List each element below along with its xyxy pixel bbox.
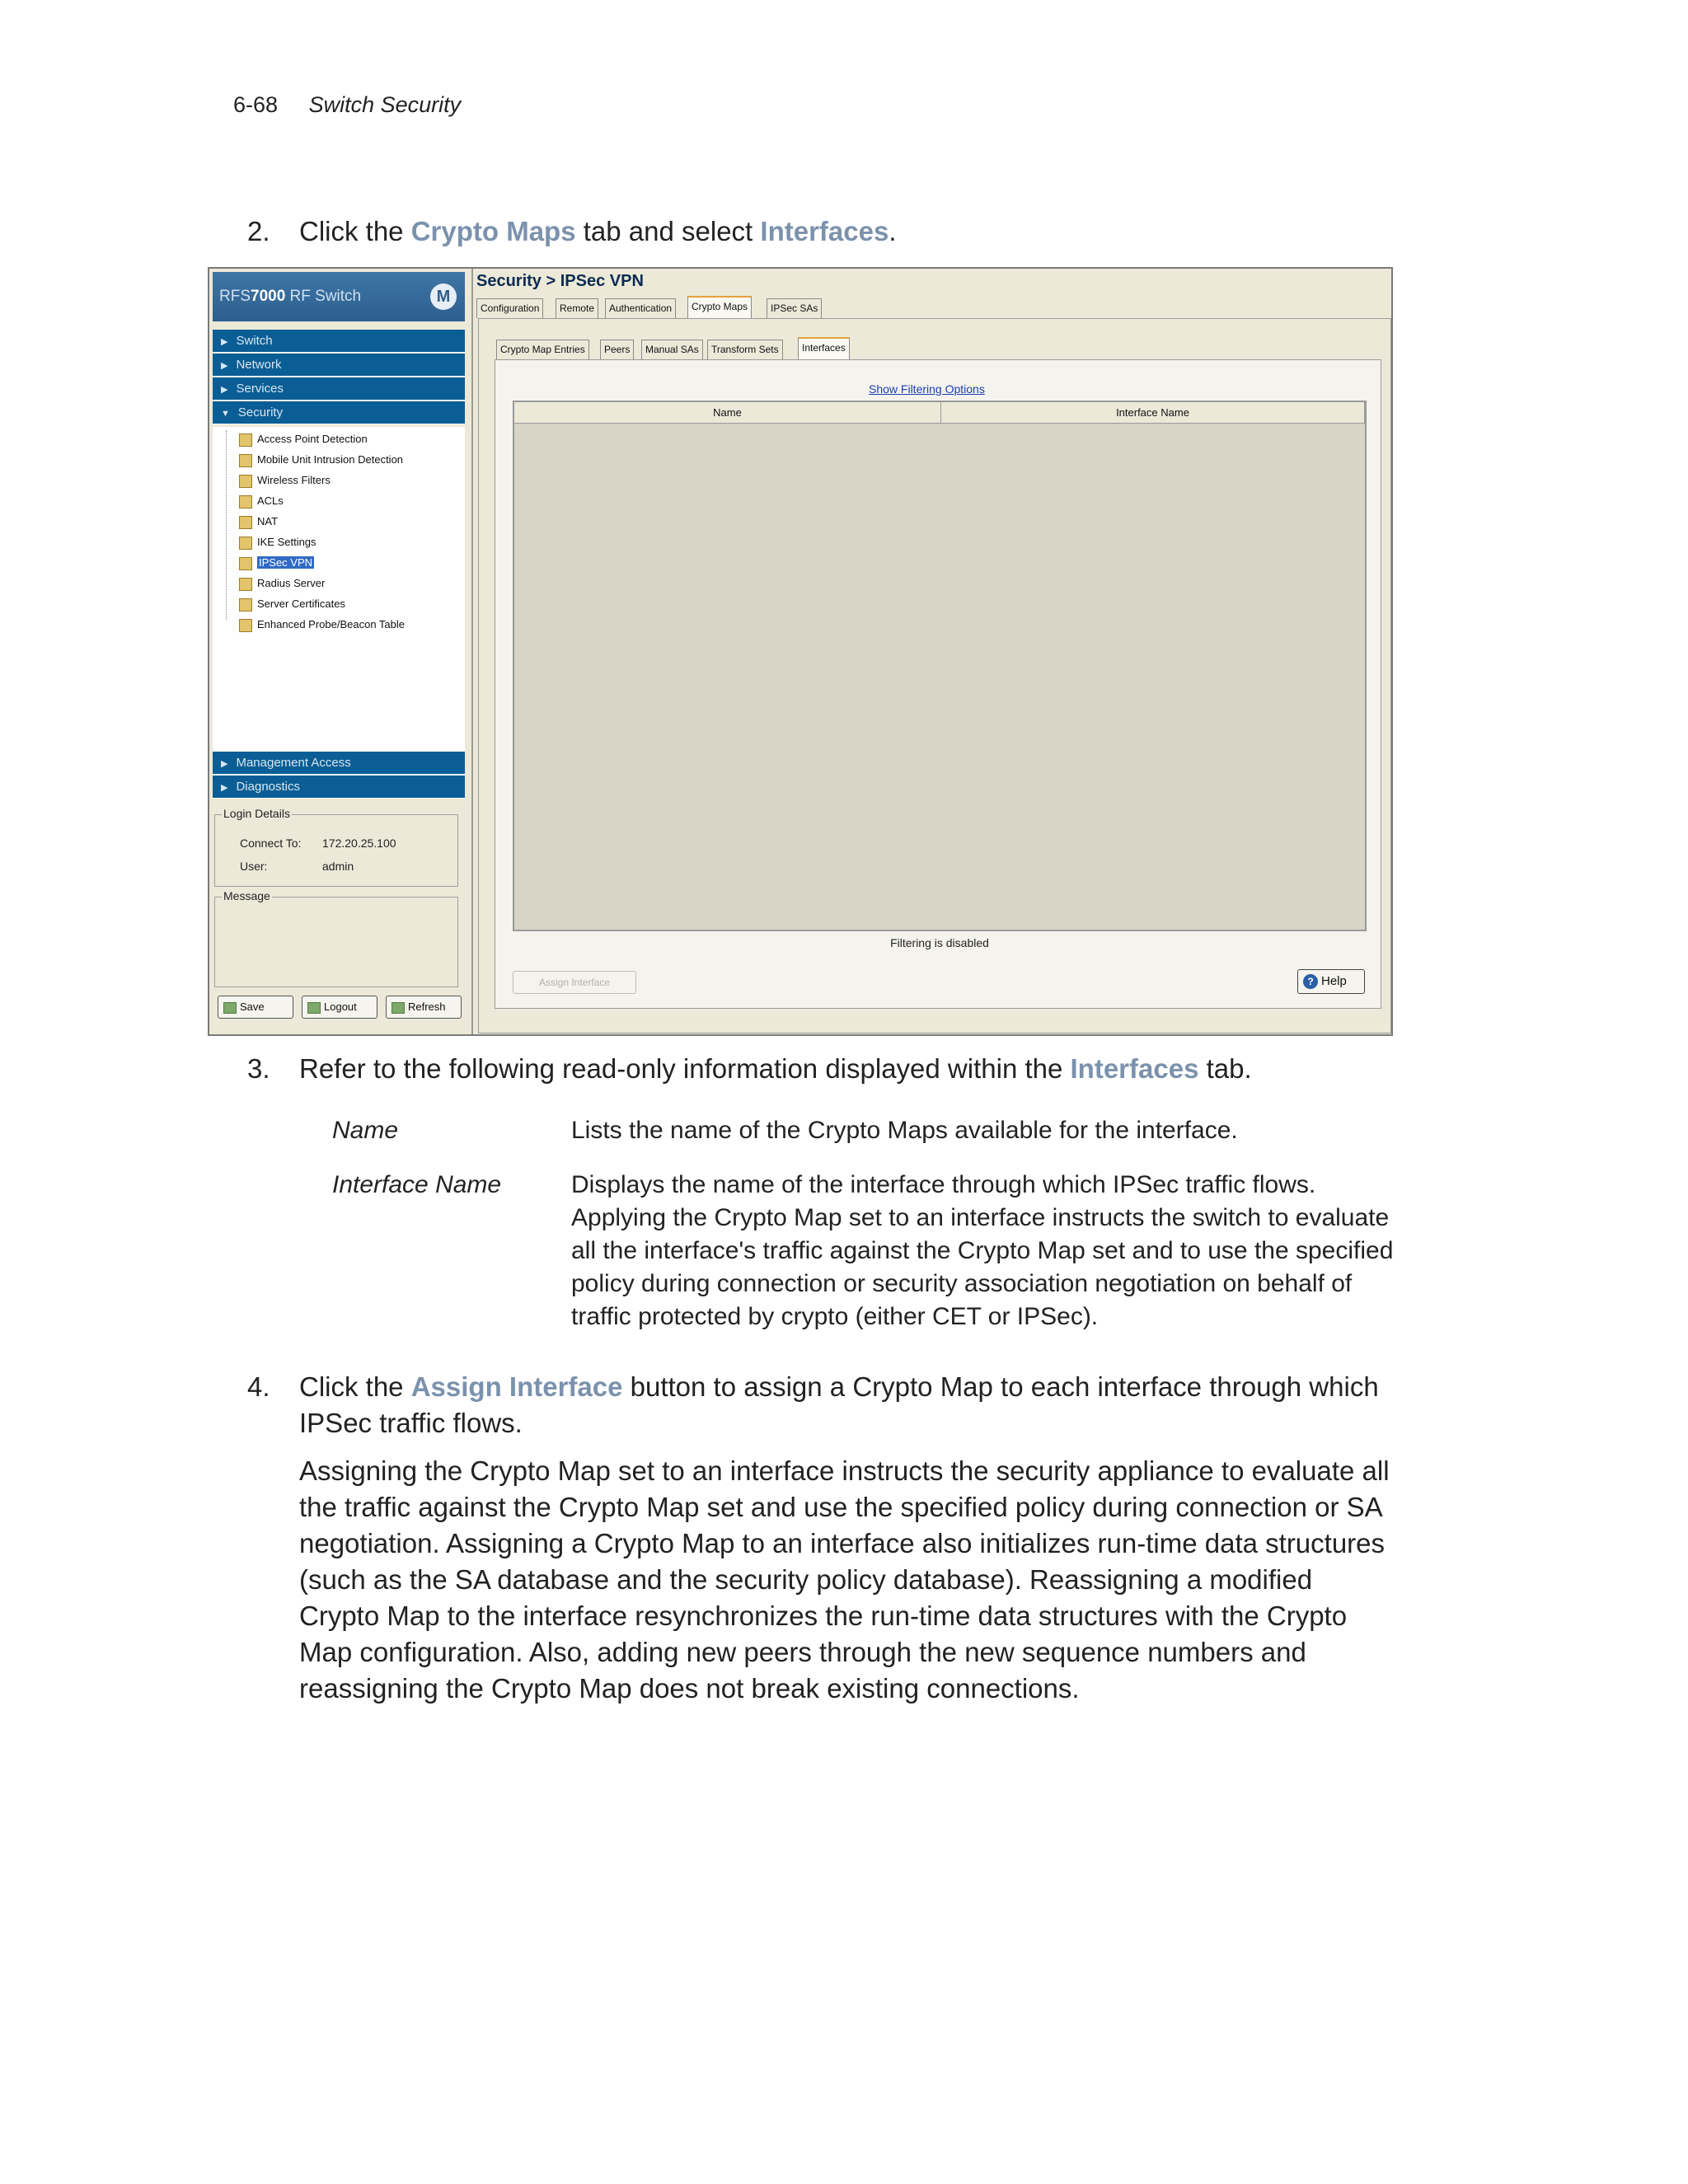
highlight-assign-interface: Assign Interface [410,1371,623,1402]
sub-tabs [496,340,1238,359]
definition-term: Name [332,1117,399,1144]
message-legend: Message [223,889,270,902]
definition-description: Displays the name of the interface through which IPSec traffic flows. Applying the Crypto Map set to an interface instructs the switch to evaluate all the interface's traffic against the Crypto Map set and to use the specified policy during connection or security association negotiation on behalf of traffic protected by crypto (either CET or IPSec). [571,1171,1394,1330]
security-tree [213,427,465,781]
tree-item-wireless-filters[interactable]: Wireless Filters [239,471,331,490]
tab-crypto-maps[interactable]: Crypto Maps [687,296,752,318]
section-title: Switch Security [308,92,462,117]
connect-to-row: Connect To: 172.20.25.100 [240,837,396,850]
caret-right-icon: ▶ [221,783,228,793]
page-number: 6-68 [233,92,279,117]
step-text: Click the [299,1371,411,1402]
highlight-interfaces: Interfaces [760,216,889,246]
beacon-icon [239,619,252,632]
filter-status: Filtering is disabled [890,936,989,949]
brand-model: 7000 [251,288,286,305]
certificate-icon [239,598,252,612]
user-row: User: admin [240,860,354,873]
help-button[interactable]: ? Help [1297,969,1365,994]
tree-item-nat[interactable]: NAT [239,513,278,531]
help-icon: ? [1303,974,1318,989]
user-value: admin [322,860,354,873]
nav-label: Security [237,405,284,419]
tree-item-access-point-detection[interactable]: Access Point Detection [239,430,368,448]
interfaces-table [513,401,1367,931]
highlight-interfaces: Interfaces [1070,1053,1199,1084]
subtab-crypto-map-entries[interactable]: Crypto Map Entries [496,340,589,359]
step-text: tab and select [575,216,761,246]
connect-to-value: 172.20.25.100 [322,837,396,850]
login-details-group [214,807,458,887]
step-text: Refer to the following read-only information displayed within the [299,1053,1071,1084]
nav-network[interactable] [213,354,465,377]
tree-connector [226,430,227,620]
nav-label: Diagnostics [236,780,301,794]
filter-icon [239,475,252,488]
nav-switch[interactable] [213,330,465,353]
nav-management-access[interactable] [213,752,465,775]
logout-button[interactable]: Logout [302,996,377,1019]
brand-bar [213,272,465,321]
tree-item-ike-settings[interactable]: IKE Settings [239,533,316,551]
acl-icon [239,495,252,509]
caret-right-icon: ▶ [221,385,228,395]
lock-icon [239,537,252,550]
save-button[interactable]: Save [218,996,293,1019]
main-tabs [476,298,1383,318]
assign-interface-button[interactable]: Assign Interface [513,971,636,994]
definition-term: Interface Name [332,1171,502,1198]
tree-item-server-certificates[interactable]: Server Certificates [239,595,345,613]
subtab-transform-sets[interactable]: Transform Sets [707,340,783,359]
refresh-icon [392,1002,405,1014]
refresh-button[interactable]: Refresh [386,996,462,1019]
nav-security[interactable] [213,401,465,424]
highlight-crypto-maps: Crypto Maps [410,216,576,246]
step-text: tab. [1198,1053,1252,1084]
caret-down-icon: ▼ [221,409,230,419]
show-filtering-options-link[interactable]: Show Filtering Options [869,382,985,396]
page-title: Security > IPSec VPN [476,272,644,290]
tab-ipsec-sas[interactable]: IPSec SAs [767,298,822,318]
tab-configuration[interactable]: Configuration [476,298,543,318]
motorola-logo-icon: M [430,284,457,310]
tree-item-radius-server[interactable]: Radius Server [239,574,325,593]
step-number: 4. [247,1371,270,1402]
step-4 [247,1369,1401,1441]
message-group [214,889,458,987]
nav-diagnostics[interactable] [213,776,465,799]
tab-remote[interactable]: Remote [556,298,598,318]
server-icon [239,578,252,591]
caret-right-icon: ▶ [221,759,228,769]
logout-icon [307,1002,321,1014]
save-icon [223,1002,237,1014]
page-header [233,92,461,118]
access-point-icon [239,434,252,447]
brand-prefix: RFS [219,288,251,305]
step-2 [247,213,1401,250]
column-header-interface-name[interactable]: Interface Name [941,402,1365,424]
step-text: Click the [299,216,411,246]
tab-authentication[interactable]: Authentication [605,298,676,318]
sidebar [209,269,473,1034]
body-paragraph: Assigning the Crypto Map set to an interface instructs the security appliance to evaluate all the traffic against the Crypto Map set and use the specified policy during connection or SA negotiation. Assigning a Crypto Map to an interface also initializes run-time data structures (such as the SA database and the security policy database). Reassigning a modified Crypto Map to the interface resynchronizes the run-time data structures with the Crypto Map configuration. Also, adding new peers through the new sequence numbers and reassigning the Crypto Map does not break existing connections. [299,1455,1390,1704]
nav-services[interactable] [213,377,465,401]
step-3 [247,1051,1401,1087]
vpn-icon [239,557,252,570]
subtab-manual-sas[interactable]: Manual SAs [641,340,703,359]
tree-item-ipsec-vpn[interactable]: IPSec VPN [239,554,314,572]
definition-description: Lists the name of the Crypto Maps available for the interface. [571,1117,1238,1144]
nav-label: Switch [236,334,273,348]
caret-right-icon: ▶ [221,337,228,347]
tree-item-mobile-unit-intrusion[interactable]: Mobile Unit Intrusion Detection [239,451,403,469]
nav-label: Network [236,358,282,372]
subtab-peers[interactable]: Peers [600,340,634,359]
brand-suffix: RF Switch [285,288,362,305]
nav-label: Management Access [236,756,351,770]
tree-item-acls[interactable]: ACLs [239,492,284,510]
subtab-interfaces[interactable]: Interfaces [798,337,850,359]
tree-item-enhanced-probe[interactable]: Enhanced Probe/Beacon Table [239,616,405,634]
step-text: button to assign a Crypto Map to each interface through which IPSec traffic flows. [299,1371,1379,1438]
nav-label: Services [236,382,284,396]
column-header-name[interactable]: Name [514,402,941,424]
step-number: 2. [247,216,270,246]
step-text: . [889,216,897,246]
nat-icon [239,516,252,529]
ui-screenshot [208,267,1393,1036]
caret-right-icon: ▶ [221,361,228,371]
login-details-legend: Login Details [223,807,290,820]
step-number: 3. [247,1053,270,1084]
intrusion-icon [239,454,252,467]
